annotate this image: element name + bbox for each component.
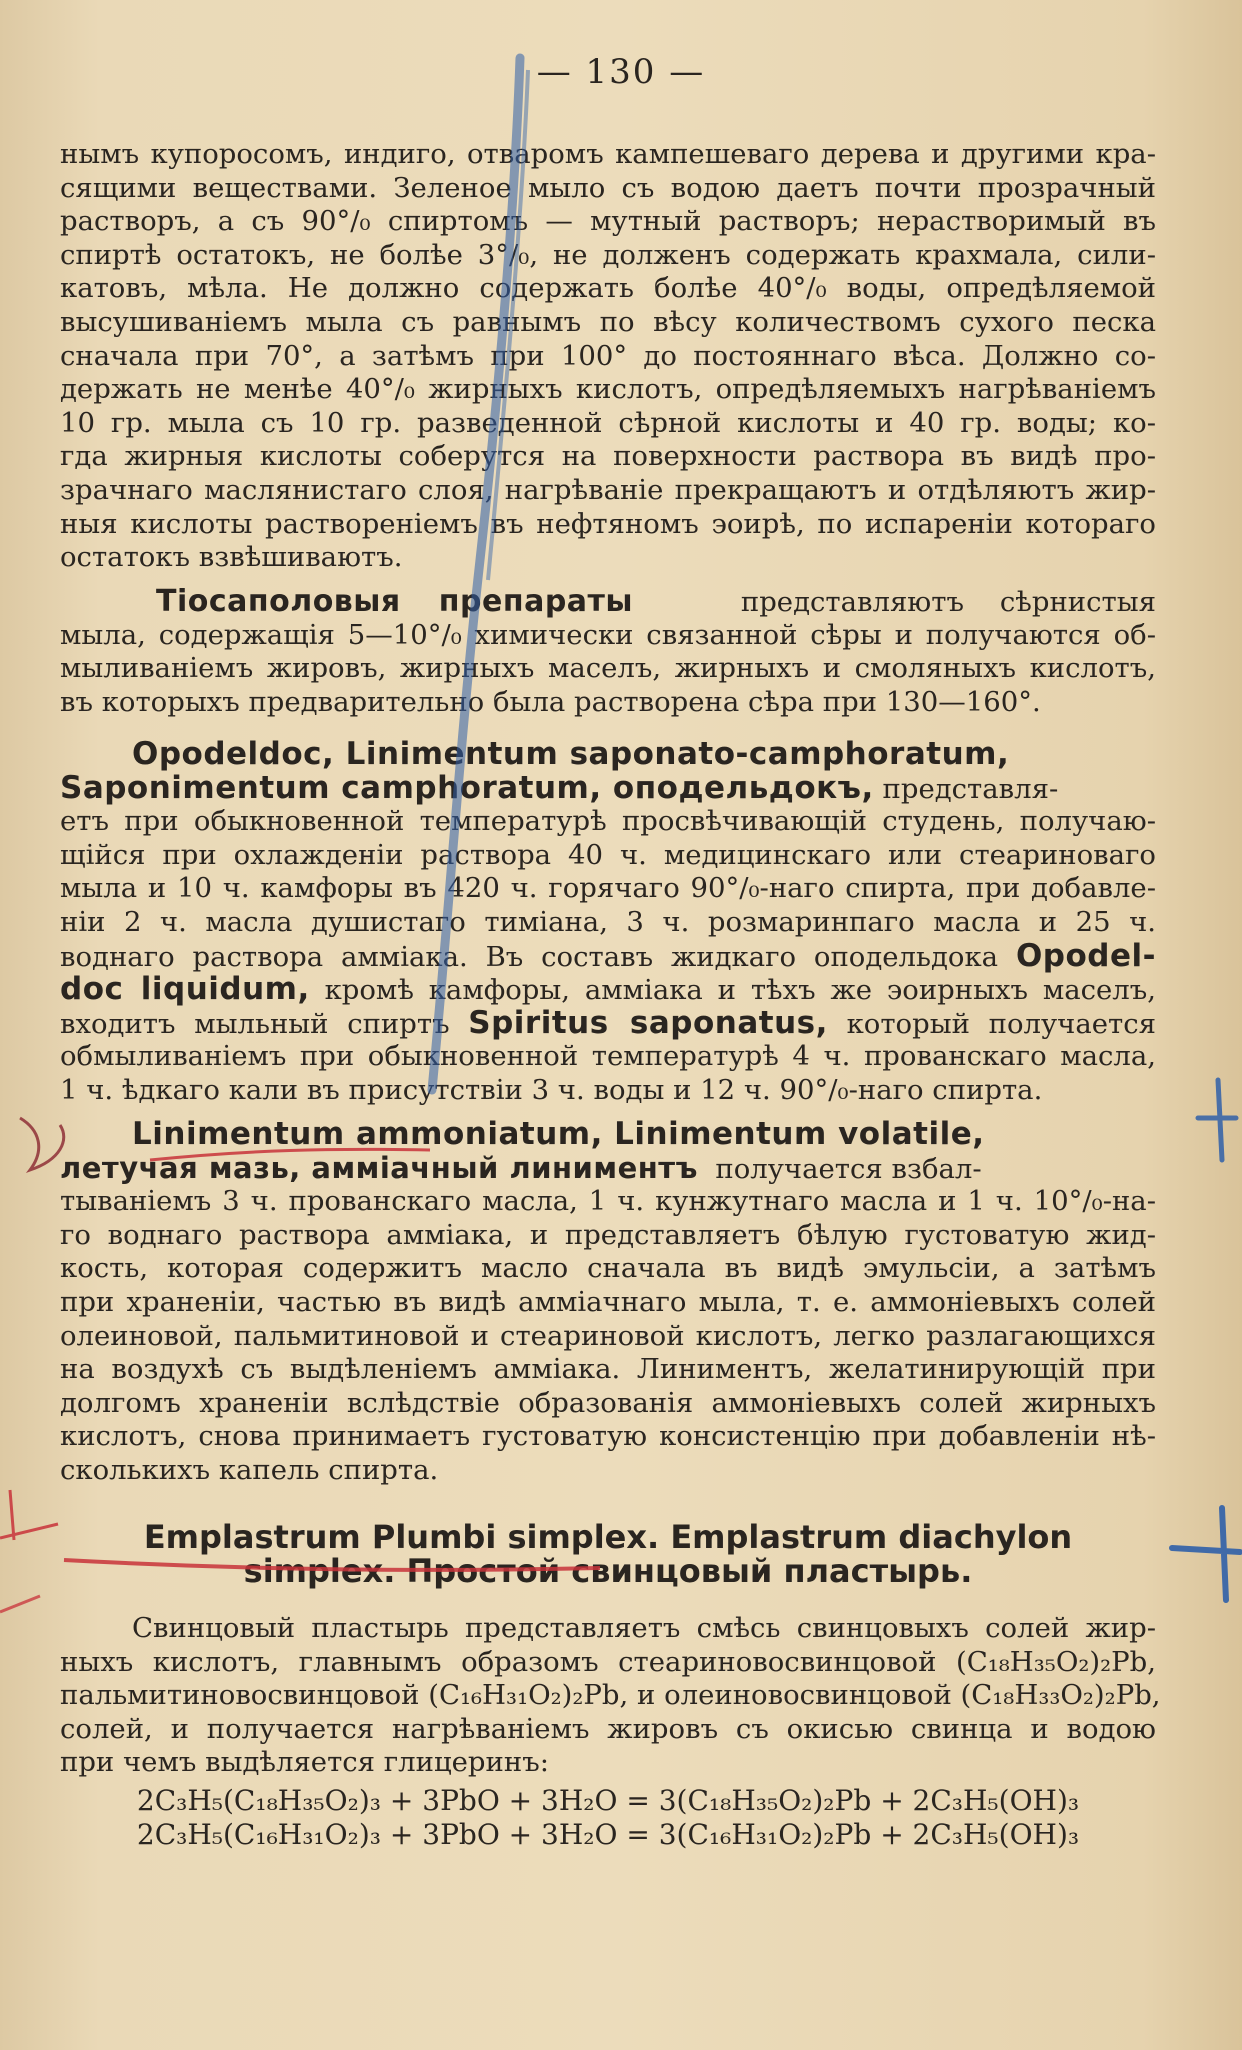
text-line: растворъ, а съ 90°/₀ спиртомъ — мутный растворъ; нерастворимый въ [60, 205, 1156, 238]
text-line: ніи 2 ч. масла душистаго тиміана, 3 ч. розмаринпаго масла и 25 ч. [60, 905, 1156, 938]
text-line [60, 937, 1156, 974]
section-heading: Linimentum ammoniatum, Linimentum volatile, [132, 1116, 985, 1152]
section-heading: Emplastrum Plumbi simplex. Emplastrum diachylon [143, 1518, 1073, 1556]
text-line: олеиновой, пальмитиновой и стеариновой кислотъ, легко разлагающихся [60, 1319, 1156, 1352]
red-margin-mark [0, 1596, 40, 1612]
text-line: нымъ купоросомъ, индиго, отваромъ кампешеваго дерева и другими кра- [60, 138, 1156, 170]
text-line: при храненіи, частью въ видѣ амміачнаго мыла, т. е. аммоніевыхъ солей [60, 1285, 1156, 1318]
text-line: солей, и получается нагрѣваніемъ жировъ съ окисью свинца и водою [60, 1712, 1156, 1745]
section-heading: simplex. Простой свинцовый пластырь. [243, 1552, 973, 1590]
section-heading: Opodeldoc, Linimentum saponato-camphoratum, [132, 736, 1010, 772]
text-line: пальмитиновосвинцовой (C₁₆H₃₁O₂)₂Pb, и олеиновосвинцовой (C₁₈H₃₃O₂)₂Pb, [60, 1679, 1161, 1712]
text-line [60, 1152, 1156, 1186]
section-heading: Тіосаполовыя препараты [156, 584, 634, 619]
text-line: щійся при охлажденіи раствора 40 ч. медицинскаго или стеариноваго [60, 838, 1156, 871]
section-heading: Saponimentum camphoratum, оподельдокъ, [60, 769, 874, 806]
latin-term: Opodel- [1015, 937, 1156, 974]
text-line [60, 1004, 1156, 1041]
formula-line: 2C₃H₅(C₁₈H₃₅O₂)₃ + 3PbO + 3H₂O = 3(C₁₈H₃₅O₂)₂Pb + 2C₃H₅(OH)₃ [136, 1784, 1080, 1817]
text-line: сколькихъ капель спирта. [60, 1453, 439, 1486]
paragraph-emplastrum-plumbi [60, 1520, 1156, 1588]
text-line: высушиваніемъ мыла съ равнымъ по вѣсу количествомъ сухого песка [60, 305, 1156, 338]
text-span: который получается [846, 1007, 1156, 1040]
text-span: воднаго раствора амміака. Въ составъ жидкаго оподельдока [60, 940, 999, 973]
paragraph-emplastrum-body [60, 1612, 1161, 1780]
latin-term: Spiritus saponatus, [468, 1004, 828, 1041]
text-span: представляютъ сѣрнистыя [740, 586, 1156, 618]
text-line [60, 738, 1156, 772]
text-line: катовъ, мѣла. Не должно содержать болѣе 40°/₀ воды, опредѣляемой [60, 272, 1156, 305]
text-line [60, 769, 1156, 806]
text-line [60, 585, 1156, 619]
blue-cross-mark [1172, 1508, 1240, 1600]
text-line: въ которыхъ предварительно была растворена сѣра при 130—160°. [60, 685, 1041, 718]
red-margin-mark [0, 1490, 58, 1540]
red-bracket-mark [20, 1118, 64, 1170]
paragraph-opodeldoc [60, 738, 1156, 1108]
text-line [60, 1118, 1156, 1152]
text-line: кость, которая содержитъ масло сначала въ видѣ эмульсіи, а затѣмъ [60, 1252, 1156, 1285]
page-number: — 130 — [536, 52, 706, 92]
text-span: входитъ мыльный спиртъ [60, 1007, 450, 1040]
text-line: тываніемъ 3 ч. прованскаго масла, 1 ч. кунжутнаго масла и 1 ч. 10°/₀-на- [60, 1185, 1156, 1218]
text-line: обмыливаніемъ при обыкновенной температурѣ 4 ч. прованскаго масла, [60, 1040, 1156, 1073]
text-line: етъ при обыкновенной температурѣ просвѣчивающій студень, получаю- [60, 805, 1156, 838]
text-line: гда жирныя кислоты соберутся на поверхности раствора въ видѣ про- [60, 440, 1156, 473]
formula-line: 2C₃H₅(C₁₆H₃₁O₂)₃ + 3PbO + 3H₂O = 3(C₁₆H₃₁O₂)₂Pb + 2C₃H₅(OH)₃ [136, 1818, 1080, 1851]
chemical-equations [60, 1784, 1156, 1852]
text-span: представля- [882, 772, 1059, 805]
text-line: долгомъ храненіи вслѣдствіе образованія аммоніевыхъ солей жирныхъ [60, 1386, 1156, 1419]
section-heading: летучая мазь, амміачный линиментъ [60, 1150, 698, 1185]
text-line: сящими веществами. Зеленое мыло съ водою даетъ почти прозрачный [60, 171, 1156, 204]
blue-cross-mark [1198, 1080, 1236, 1160]
text-line: мыла и 10 ч. камфоры въ 420 ч. горячаго 90°/₀-наго спирта, при добавле- [60, 872, 1156, 905]
text-line: при чемъ выдѣляется глицеринъ: [60, 1746, 549, 1779]
text-line: ныя кислоты раствореніемъ въ нефтяномъ эоирѣ, по испареніи котораго [60, 507, 1156, 540]
text-line: остатокъ взвѣшиваютъ. [60, 541, 403, 574]
text-line: зрачнаго маслянистаго слоя, нагрѣваніе прекращаютъ и отдѣляютъ жир- [60, 473, 1156, 506]
text-line: ныхъ кислотъ, главнымъ образомъ стеариновосвинцовой (C₁₈H₃₅O₂)₂Pb, [60, 1645, 1156, 1678]
latin-term: doc liquidum, [60, 971, 310, 1008]
text-line: спиртѣ остатокъ, не болѣе 3°/₀, не долженъ содержать крахмала, сили- [60, 238, 1156, 271]
text-line: 1 ч. ѣдкаго кали въ присутствіи 3 ч. воды и 12 ч. 90°/₀-наго спирта. [60, 1073, 1043, 1106]
text-line [60, 973, 1156, 1007]
text-line: сначала при 70°, а затѣмъ при 100° до постояннаго вѣса. Должно со- [60, 339, 1156, 372]
text-line: 10 гр. мыла съ 10 гр. разведенной сѣрной кислоты и 40 гр. воды; ко- [60, 406, 1156, 439]
text-line: держать не менѣе 40°/₀ жирныхъ кислотъ, опредѣляемыхъ нагрѣваніемъ [60, 373, 1156, 406]
text-line: Свинцовый пластырь представляетъ смѣсь свинцовыхъ солей жир- [132, 1612, 1156, 1644]
text-span: кромѣ камфоры, амміака и тѣхъ же эоирныхъ маселъ, [324, 974, 1156, 1007]
text-span: получается взбал- [715, 1152, 982, 1185]
text-line: го воднаго раствора амміака, и представляетъ бѣлую густоватую жид- [60, 1218, 1156, 1251]
text-line: мыливаніемъ жировъ, жирныхъ маселъ, жирныхъ и смоляныхъ кислотъ, [60, 652, 1156, 685]
paragraph-thiosapol [60, 585, 1156, 719]
paragraph-linimentum-ammoniatum [60, 1118, 1156, 1488]
text-line: на воздухѣ съ выдѣленіемъ амміака. Линиментъ, желатинирующій при [60, 1353, 1156, 1386]
text-line: мыла, содержащія 5—10°/₀ химически связанной сѣры и получаются об- [60, 618, 1156, 651]
text-line: кислотъ, снова принимаетъ густоватую консистенцію при добавленіи нѣ- [60, 1420, 1156, 1453]
paragraph-soap-requirements [60, 138, 1156, 575]
